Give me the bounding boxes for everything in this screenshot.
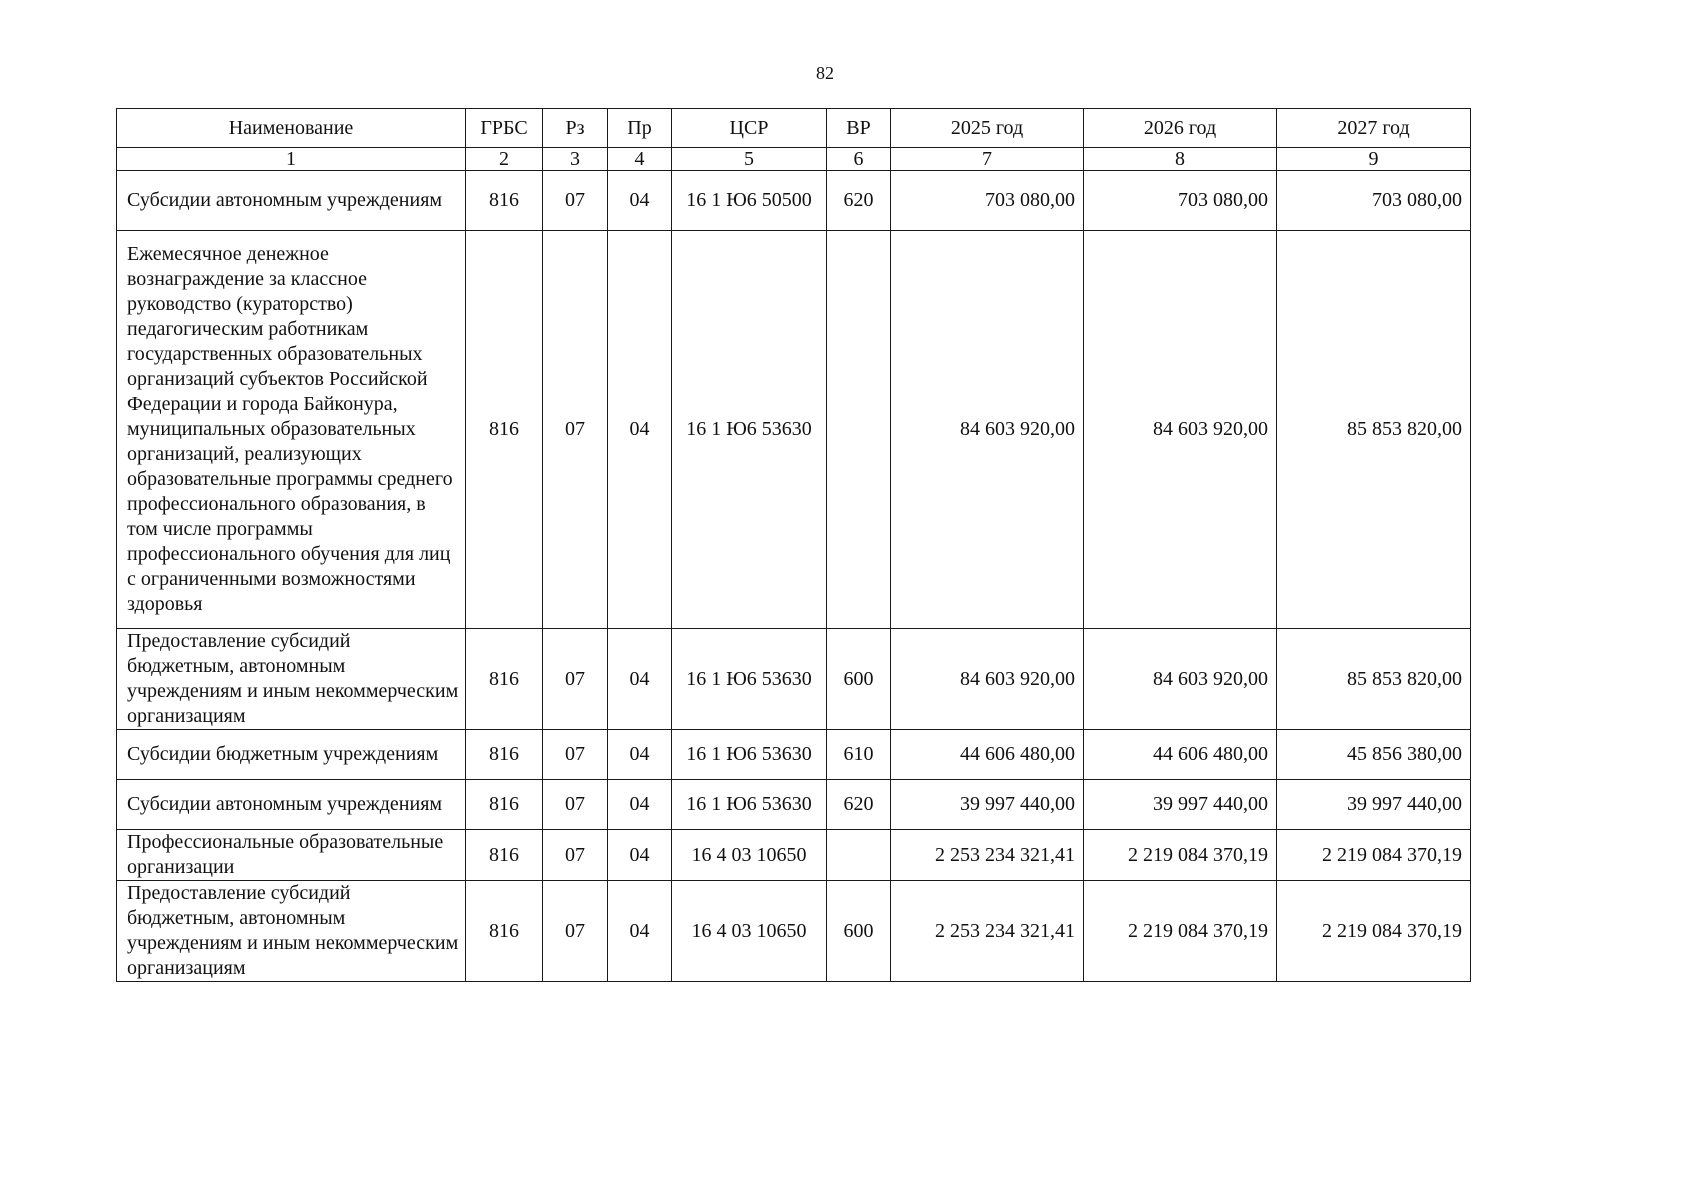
- table-row: [117, 629, 1471, 730]
- column-header-name: Наименование: [117, 109, 466, 148]
- table-row: [117, 730, 1471, 780]
- row-amount-2027: 85 853 820,00: [1277, 231, 1471, 629]
- row-name: Субсидии автономным учреждениям: [117, 780, 466, 830]
- row-amount-2025: 703 080,00: [891, 171, 1084, 231]
- row-name: Предоставление субсидий бюджетным, автономным учреждениям и иным некоммерческим организациям: [117, 881, 466, 982]
- row-name: Профессиональные образовательные организации: [117, 830, 466, 881]
- column-number: 1: [117, 148, 466, 171]
- row-amount-2026: 84 603 920,00: [1084, 629, 1277, 730]
- column-number: 9: [1277, 148, 1471, 171]
- row-grbs: 816: [466, 780, 543, 830]
- row-pr: 04: [608, 830, 672, 881]
- row-name: Ежемесячное денежное вознаграждение за классное руководство (кураторство) педагогическим работникам государственных образовательных организаций субъектов Российской Федерации и города Байконура, муниципальных образовательных организаций, реализующих образовательные программы среднего профессионального образования, в том числе программы профессионального обучения для лиц с ограниченными возможностями здоровья: [117, 231, 466, 629]
- column-number-row: [117, 148, 1471, 171]
- row-amount-2026: 2 219 084 370,19: [1084, 881, 1277, 982]
- row-rz: 07: [543, 231, 608, 629]
- column-header-pr: Пр: [608, 109, 672, 148]
- row-name: Предоставление субсидий бюджетным, автономным учреждениям и иным некоммерческим организациям: [117, 629, 466, 730]
- table-row: [117, 231, 1471, 629]
- table-row: [117, 171, 1471, 231]
- row-pr: 04: [608, 730, 672, 780]
- row-rz: 07: [543, 830, 608, 881]
- column-header-2027: 2027 год: [1277, 109, 1471, 148]
- row-rz: 07: [543, 730, 608, 780]
- column-number: 8: [1084, 148, 1277, 171]
- row-csr: 16 1 Ю6 53630: [672, 780, 827, 830]
- row-amount-2027: 2 219 084 370,19: [1277, 881, 1471, 982]
- row-pr: 04: [608, 231, 672, 629]
- column-number: 4: [608, 148, 672, 171]
- column-header-csr: ЦСР: [672, 109, 827, 148]
- row-pr: 04: [608, 629, 672, 730]
- page-number: 82: [816, 63, 834, 83]
- row-amount-2026: 84 603 920,00: [1084, 231, 1277, 629]
- row-csr: 16 4 03 10650: [672, 881, 827, 982]
- row-grbs: 816: [466, 629, 543, 730]
- row-amount-2027: 703 080,00: [1277, 171, 1471, 231]
- row-amount-2027: 85 853 820,00: [1277, 629, 1471, 730]
- row-amount-2027: 2 219 084 370,19: [1277, 830, 1471, 881]
- row-csr: 16 1 Ю6 53630: [672, 730, 827, 780]
- column-header-rz: Рз: [543, 109, 608, 148]
- header-row: [117, 109, 1471, 148]
- column-number: 3: [543, 148, 608, 171]
- row-name: Субсидии бюджетным учреждениям: [117, 730, 466, 780]
- row-amount-2025: 84 603 920,00: [891, 231, 1084, 629]
- row-csr: 16 1 Ю6 50500: [672, 171, 827, 231]
- row-amount-2027: 45 856 380,00: [1277, 730, 1471, 780]
- row-grbs: 816: [466, 171, 543, 231]
- row-grbs: 816: [466, 830, 543, 881]
- row-grbs: 816: [466, 881, 543, 982]
- row-amount-2027: 39 997 440,00: [1277, 780, 1471, 830]
- row-vr: 600: [827, 881, 891, 982]
- row-grbs: 816: [466, 231, 543, 629]
- column-header-2026: 2026 год: [1084, 109, 1277, 148]
- row-rz: 07: [543, 881, 608, 982]
- column-header-grbs: ГРБС: [466, 109, 543, 148]
- row-rz: 07: [543, 629, 608, 730]
- row-vr: [827, 830, 891, 881]
- row-csr: 16 1 Ю6 53630: [672, 231, 827, 629]
- row-rz: 07: [543, 780, 608, 830]
- row-amount-2026: 44 606 480,00: [1084, 730, 1277, 780]
- budget-table: [116, 108, 1471, 982]
- row-amount-2026: 39 997 440,00: [1084, 780, 1277, 830]
- row-pr: 04: [608, 881, 672, 982]
- row-amount-2025: 39 997 440,00: [891, 780, 1084, 830]
- row-amount-2025: 84 603 920,00: [891, 629, 1084, 730]
- row-csr: 16 1 Ю6 53630: [672, 629, 827, 730]
- column-header-vr: ВР: [827, 109, 891, 148]
- column-number: 6: [827, 148, 891, 171]
- row-name: Субсидии автономным учреждениям: [117, 171, 466, 231]
- row-amount-2026: 703 080,00: [1084, 171, 1277, 231]
- row-pr: 04: [608, 780, 672, 830]
- column-header-2025: 2025 год: [891, 109, 1084, 148]
- row-vr: 600: [827, 629, 891, 730]
- table-row: [117, 881, 1471, 982]
- row-csr: 16 4 03 10650: [672, 830, 827, 881]
- row-vr: [827, 231, 891, 629]
- row-amount-2025: 44 606 480,00: [891, 730, 1084, 780]
- row-amount-2025: 2 253 234 321,41: [891, 830, 1084, 881]
- table-row: [117, 830, 1471, 881]
- column-number: 5: [672, 148, 827, 171]
- row-pr: 04: [608, 171, 672, 231]
- column-number: 2: [466, 148, 543, 171]
- column-number: 7: [891, 148, 1084, 171]
- row-amount-2025: 2 253 234 321,41: [891, 881, 1084, 982]
- row-vr: 610: [827, 730, 891, 780]
- row-rz: 07: [543, 171, 608, 231]
- row-vr: 620: [827, 171, 891, 231]
- row-grbs: 816: [466, 730, 543, 780]
- row-vr: 620: [827, 780, 891, 830]
- row-amount-2026: 2 219 084 370,19: [1084, 830, 1277, 881]
- table-row: [117, 780, 1471, 830]
